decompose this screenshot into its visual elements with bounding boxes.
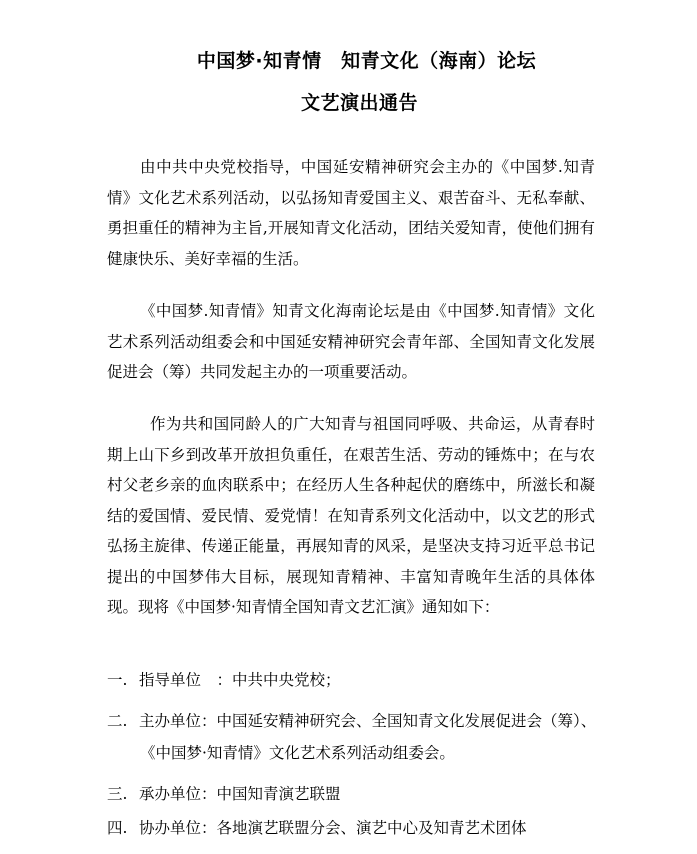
document-title: 中国梦·知青情 知青文化（海南）论坛 bbox=[196, 50, 537, 72]
list-text: 承办单位：中国知青演艺联盟 bbox=[139, 785, 341, 803]
list-item bbox=[107, 782, 341, 804]
paragraph-intro: 由中共中央党校指导，中国延安精神研究会主办的《中国梦.知青情》文化艺术系列活动，以弘扬知青爱国主义、艰苦奋斗、无私奉献、勇担重任的精神为主旨,开展知青文化活动，团结关爱知青，使他们拥有健康快乐、美好幸福的生活。 bbox=[107, 158, 595, 268]
list-item bbox=[107, 816, 527, 838]
document-subtitle: 文艺演出通告 bbox=[300, 92, 418, 114]
list-item-continuation: 《中国梦·知青情》文化艺术系列活动组委会。 bbox=[140, 744, 455, 762]
list-number: 一. bbox=[107, 671, 128, 689]
list-number: 三. bbox=[107, 785, 128, 803]
list-item bbox=[107, 709, 596, 731]
paragraph-forum: 《中国梦.知青情》知青文化海南论坛是由《中国梦.知青情》文化艺术系列活动组委会和中国延安精神研究会青年部、全国知青文化发展促进会（筹）共同发起主办的一项重要活动。 bbox=[107, 302, 595, 381]
list-number: 四. bbox=[107, 819, 128, 837]
list-item bbox=[107, 668, 341, 690]
list-text: 指导单位 ：中共中央党校； bbox=[139, 671, 341, 689]
list-number: 二. bbox=[107, 712, 128, 730]
paragraph-background: 作为共和国同龄人的广大知青与祖国同呼吸、共命运，从青春时期上山下乡到改革开放担负重任，在艰苦生活、劳动的锤炼中；在与农村父老乡亲的血肉联系中；在经历人生各种起伏的磨练中，所滋长和凝结的爱国情、爱民情、爱党情！在知青系列文化活动中，以文艺的形式弘扬主旋律、传递正能量，再展知青的风采，是坚决支持习近平总书记提出的中国梦伟大目标，展现知青精神、丰富知青晚年生活的具体体现。现将《中国梦·知青情全国知青文艺汇演》通知如下： bbox=[107, 415, 595, 616]
list-text: 主办单位：中国延安精神研究会、全国知青文化发展促进会（筹）、 bbox=[139, 712, 597, 730]
list-text: 协办单位：各地演艺联盟分会、演艺中心及知青艺术团体 bbox=[139, 819, 527, 837]
